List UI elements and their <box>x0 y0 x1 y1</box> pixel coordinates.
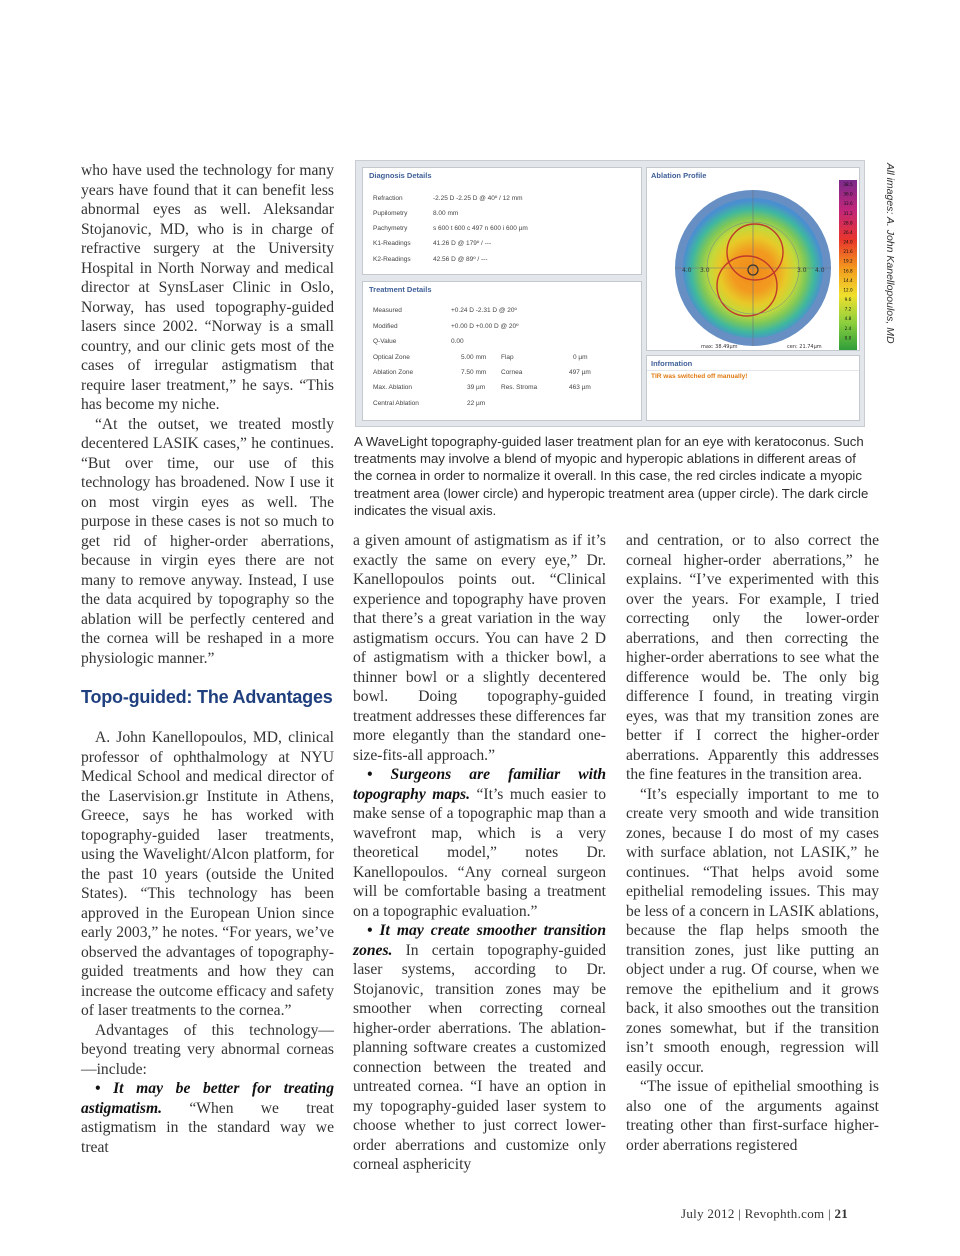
section-heading: Topo-guided: The Advantages <box>81 687 333 707</box>
scale-tick-label: 4.8 <box>844 316 852 322</box>
bullet-lead: • It may create smoother transition zones. <box>353 922 606 959</box>
scale-tick-label: 33.6 <box>843 201 853 207</box>
diagnosis-details-title: Diagnosis Details <box>369 171 432 180</box>
treatment-details-panel: Treatment Details Measured +0.24 D -2.31 D @ 20º Modified +0.00 D +0.00 D @ 20º Q-Value 0.00 Optical Zone 5.00 mm Flap 0 µm Ablation Zone 7.50 mm Cornea 497 µm Max. Ablation 39 µm Res. Stroma 463 µm Central Ablation 22 µm <box>362 281 642 421</box>
paragraph: Advantages of this technology—beyond treating very abnormal corneas—include: <box>81 1021 334 1078</box>
article-column-1 <box>81 161 334 1157</box>
ablation-profile-title: Ablation Profile <box>651 171 707 180</box>
scale-tick-label: 38.5 <box>843 182 853 187</box>
cen-label: cen: 21.74µm <box>787 344 822 350</box>
information-title: Information <box>651 359 693 368</box>
bullet-text: In certain topography-guided laser systems, according to Dr. Stojanovic, transition zones may be smoother when correcting corneal higher-order aberrations. The ablation-planning software creates a customized connection between the treated and untreated cornea. “I have an option in my topography-guided laser system to choose whether to just correct lower-order aberrations and customize only corneal asphericity <box>353 941 606 1173</box>
information-panel <box>646 355 860 421</box>
tick-label: 3.0 <box>700 267 710 274</box>
paragraph: A. John Kanellopoulos, MD, clinical professor of ophthalmology at NYU Medical School and medical director of the Laservision.gr Institute in Athens, Greece, says he has worked with topography-guided laser treatments, using the Wavelight/Alcon platform, for the past 10 years (outside the United States). “This technology has been approved in the European Union since early 2003,” he notes. “For years, we’ve observed the advantages of topography-guided treatments and how they can increase the outcome efficacy and safety of laser treatments to the cornea.” <box>81 729 334 1019</box>
page-number: 21 <box>834 1206 849 1221</box>
paragraph: a given amount of astigmatism as if it’s exactly the same on every eye,” Dr. Kanellopoulos points out. “Clinical experience and topography have proven that there’s a great variation in the way astigmatism occurs. You can have 2 D of astigmatism with a thicker bowl, a thinner bowl or a slightly decentered bowl. Doing topography-guided treatment addresses these differences far more elegantly than the standard one-size-fits-all approach.” <box>353 532 606 764</box>
scale-tick-label: 21.6 <box>843 249 853 255</box>
topography-treatment-figure <box>355 160 865 427</box>
bullet-paragraph <box>353 765 606 921</box>
paragraph: who have used the technology for many years have found that it can benefit less abnormal eyes as well. Aleksandar Stojanovic, MD, who is in charge of refractive surgery at the University Hospital in North Norway and medical director at SynsLaser Clinic in Oslo, Norway, has used topography-guided lasers since 2002. “Norway is a small country, and our clinic gets most of the cases of irregular astigmatism that require laser treatment,” he says. “This has become my niche. <box>81 162 334 413</box>
paragraph: and centration, or to also correct the corneal higher-order aberrations,” he explains. “I’ve experimented with this over the years. For example, I tried correcting only the lower-order aberrations, and then correcting the higher-order aberrations to see what the difference would be. The only big difference I found, in treating virgin eyes, was that my transition zones are better if I correct the higher-order aberrations. Apparently this addresses the fine features in the transition area. <box>626 532 879 783</box>
tick-label: 3.0 <box>797 267 807 274</box>
scale-tick-label: 28.8 <box>843 220 853 226</box>
photo-credit <box>880 163 898 344</box>
paragraph: “It’s especially important to me to create very smooth and wide transition zones, because I do most of my cases with surface ablation, not LASIK,” he continues. “That helps avoid some epithelial remodeling issues. This may be less of a concern in LASIK ablations, because the flap helps smooth the transition zones, just like putting an object under a rug. Of course, when we remove the epithelium and it grows back, it also smoothes out the transition zones somewhat, but if the transition isn’t smooth enough, regression will easily occur. <box>626 785 879 1076</box>
max-label: max: 38.49µm <box>701 344 738 350</box>
scale-tick-label: 26.4 <box>843 229 853 235</box>
scale-tick-label: 14.4 <box>843 277 853 283</box>
bullet-text: “When we treat astigmatism in the standard way we treat <box>81 1099 334 1156</box>
bullet-paragraph <box>81 1079 334 1157</box>
scale-tick-label: 12.0 <box>843 287 853 293</box>
bullet-lead: • Surgeons are familiar with topography maps. <box>353 766 606 803</box>
scale-tick-label: 0.0 <box>844 335 852 341</box>
footer-date: July 2012 <box>681 1206 735 1221</box>
bullet-text: “It’s much easier to make sense of a topographic map than a wavefront map, which is a very theoretical model,” notes Dr. Kanellopoulos. “Any corneal surgeon will be comfortable basing a treatment on a topographic evaluation.” <box>353 785 606 920</box>
information-message: TIR was switched off manually! <box>651 373 748 380</box>
ablation-profile-panel <box>646 167 860 351</box>
tick-label: 4.0 <box>682 267 692 274</box>
scale-tick-label: 7.2 <box>844 306 852 312</box>
figure-caption: A WaveLight topography-guided laser treatment plan for an eye with keratoconus. Such treatments may involve a blend of myopic and hyperopic ablations in different areas of the cornea in order to normalize it overall. In this case, the red circles indicate a myopic treatment area (lower circle) and hyperopic treatment area (upper circle). The dark circle indicates the visual axis. <box>354 434 869 518</box>
scale-tick-label: 2.4 <box>844 325 852 331</box>
paragraph: “At the outset, we treated mostly decentered LASIK cases,” he continues. “But over time, our use of this technology has broadened. Now I use it on most virgin eyes as well. The purpose in these cases is not so much to get rid of higher-order aberrations, because in virgin eyes there are not many to remove anyway. Instead, I use the data acquired by topography so the ablation will be perfectly centered and the cornea will be reshaped in a more physiologic manner.” <box>81 415 334 667</box>
scale-tick-label: 9.6 <box>844 297 852 303</box>
scale-tick-label: 24.0 <box>843 239 853 245</box>
photo-credit-text: All images: A. John Kanellopoulos, MD <box>884 163 896 344</box>
footer-site: Revophth.com <box>744 1206 825 1221</box>
ablation-map <box>647 168 861 352</box>
scale-tick-label: 16.8 <box>843 268 853 274</box>
bullet-lead: • It may be better for treating astigmatism. <box>81 1080 334 1117</box>
treatment-details-title: Treatment Details <box>369 285 432 294</box>
tick-label: 4.0 <box>815 267 825 274</box>
diagnosis-details-panel: Diagnosis Details Refraction -2.25 D -2.25 D @ 40º / 12 mm Pupilometry 8.00 mm Pachymetry s 600 t 600 c 497 n 600 i 600 µm K1-Readings 41.26 D @ 179º / --- K2-Readings 42.56 D @ 89º / --- <box>362 167 642 275</box>
scale-tick-label: 31.2 <box>843 210 853 216</box>
scale-tick-label: 36.0 <box>843 191 853 197</box>
scale-tick-label: 19.2 <box>843 258 853 264</box>
page-footer: July 2012 | Revophth.com | 21 <box>681 1206 849 1221</box>
article-column-2 <box>353 531 606 1175</box>
article-column-3 <box>626 531 879 1155</box>
bullet-paragraph <box>353 921 606 1175</box>
paragraph: “The issue of epithelial smoothing is also one of the arguments against treating other than first-surface higher-order aberrations registered <box>626 1078 879 1154</box>
